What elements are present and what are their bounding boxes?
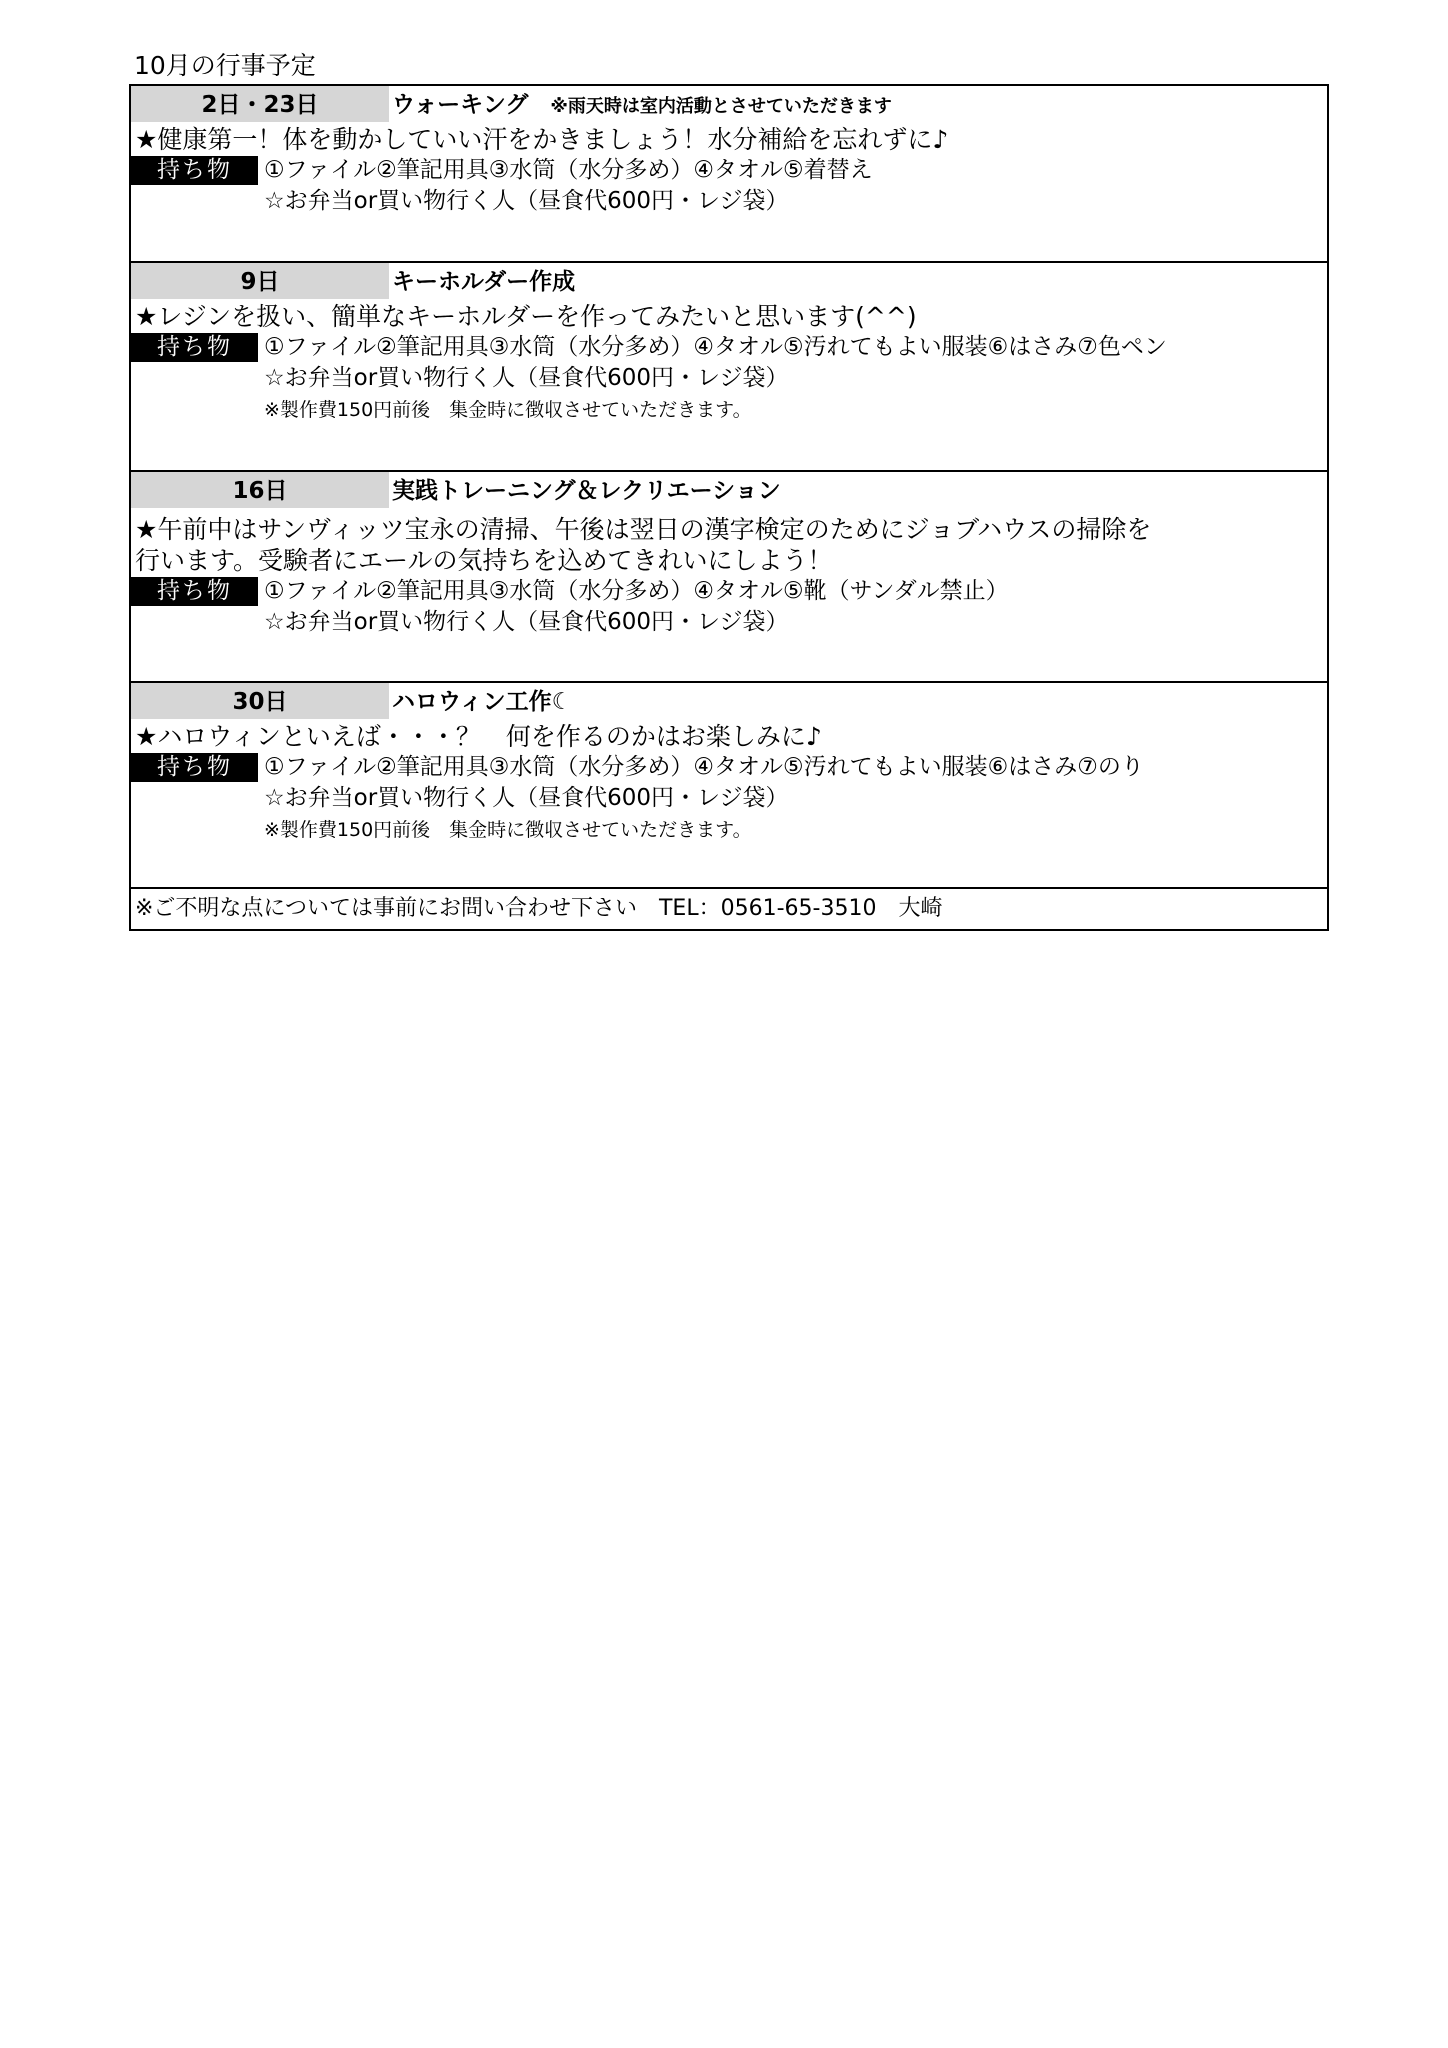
items-list: ①ファイル②筆記用具③水筒（水分多め）④タオル⑤汚れてもよい服装⑥はさみ⑦のり (264, 754, 1144, 780)
items-label: 持ち物 (131, 156, 258, 185)
event-title-text: 実践トレーニング＆レクリエーション (392, 478, 781, 504)
event-description: ★健康第一！体を動かしていい汗をかきましょう！水分補給を忘れずに♪ (135, 125, 949, 154)
items-label: 持ち物 (131, 333, 258, 362)
event-title-text: ウォーキング (392, 92, 529, 118)
event-halloween (131, 683, 1327, 889)
event-walking (131, 86, 1327, 263)
items-label: 持ち物 (131, 753, 258, 782)
lunch-note: ☆お弁当or買い物行く人（昼食代600円・レジ袋） (264, 785, 789, 811)
fee-note: ※製作費150円前後 集金時に徴収させていただきます。 (264, 819, 752, 841)
event-title-text: ハロウィン工作 (392, 689, 552, 715)
page-title: 10月の行事予定 (134, 51, 316, 80)
items-list: ①ファイル②筆記用具③水筒（水分多め）④タオル⑤汚れてもよい服装⑥はさみ⑦色ペン (264, 334, 1167, 360)
event-description: ★レジンを扱い、簡単なキーホルダーを作ってみたいと思います(^^) (135, 302, 917, 331)
event-training (131, 472, 1327, 683)
event-title (392, 472, 781, 510)
lunch-note: ☆お弁当or買い物行く人（昼食代600円・レジ袋） (264, 365, 789, 391)
event-schedule-table (129, 84, 1329, 931)
event-title (392, 263, 575, 301)
items-row (131, 155, 1327, 186)
lunch-note: ☆お弁当or買い物行く人（昼食代600円・レジ袋） (264, 609, 789, 635)
event-date: 9日 (131, 263, 389, 299)
fee-note: ※製作費150円前後 集金時に徴収させていただきます。 (264, 399, 752, 421)
event-date: 16日 (131, 472, 389, 508)
event-header (131, 683, 1327, 721)
items-row (131, 576, 1327, 607)
event-title-text: キーホルダー作成 (392, 269, 576, 295)
lunch-note: ☆お弁当or買い物行く人（昼食代600円・レジ袋） (264, 188, 789, 214)
items-label: 持ち物 (131, 577, 258, 606)
event-title (392, 683, 572, 721)
items-list: ①ファイル②筆記用具③水筒（水分多め）④タオル⑤靴（サンダル禁止） (264, 578, 1009, 604)
event-description: ★午前中はサンヴィッツ宝永の清掃、午後は翌日の漢字検定のためにジョブハウスの掃除を (135, 515, 1152, 544)
event-date: 2日・23日 (131, 86, 389, 122)
event-description-line-2: 行います。受験者にエールの気持ちを込めてきれいにしよう！ (135, 546, 833, 575)
items-row (131, 332, 1327, 363)
moon-icon: ☾ (551, 689, 573, 715)
event-keychain (131, 263, 1327, 472)
contact-footer: ※ご不明な点については事前にお問い合わせ下さい TEL：0561-65-3510 大崎 (135, 896, 943, 921)
event-title (392, 86, 892, 126)
items-list: ①ファイル②筆記用具③水筒（水分多め）④タオル⑤着替え (264, 157, 873, 183)
items-row (131, 752, 1327, 783)
event-header (131, 263, 1327, 301)
event-description: ★ハロウィンといえば・・・？ 何を作るのかはお楽しみに♪ (135, 722, 822, 751)
event-header (131, 472, 1327, 510)
event-date: 30日 (131, 683, 389, 719)
event-header (131, 86, 1327, 124)
event-note: ※雨天時は室内活動とさせていただきます (550, 96, 892, 117)
